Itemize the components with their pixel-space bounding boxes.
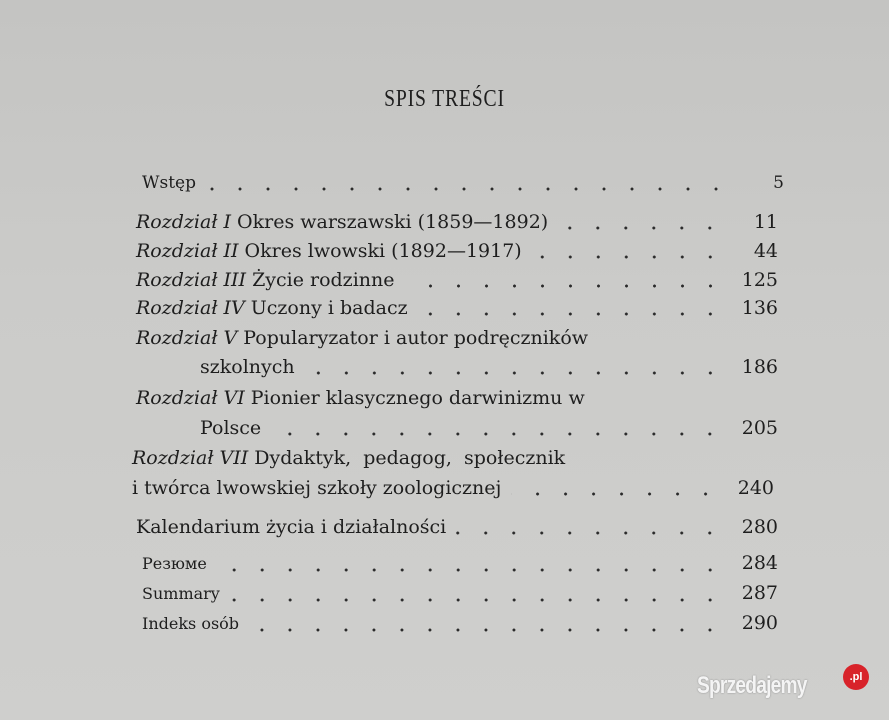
page-number: 287 <box>741 582 778 604</box>
toc-entry <box>136 383 778 413</box>
entry-title: Okres warszawski (1859—1892) <box>237 211 549 233</box>
page-number: 11 <box>753 211 778 233</box>
dot-leader <box>456 531 724 535</box>
page-number: 186 <box>741 356 778 378</box>
dot-leader <box>418 312 724 316</box>
dot-leader <box>230 598 724 602</box>
page-number: 5 <box>773 173 784 193</box>
entry-title-continuation: Polsce <box>200 417 262 439</box>
entry-label: Indeks osób <box>142 614 240 633</box>
toc-entry-continuation <box>200 413 778 443</box>
entry-label: Summary <box>142 584 220 603</box>
dot-leader <box>532 255 724 259</box>
dot-leader <box>511 492 720 496</box>
bleed-through-text <box>60 40 64 56</box>
chapter-prefix: Rozdział IV <box>136 297 245 319</box>
toc-entry <box>142 548 778 579</box>
chapter-prefix: Rozdział VI <box>136 387 245 409</box>
entry-label: Kalendarium życia i działalności <box>136 516 447 538</box>
chapter-prefix: Rozdział III <box>136 269 247 291</box>
dot-leader <box>249 628 724 632</box>
dot-leader <box>305 371 724 375</box>
toc-entry <box>142 168 784 198</box>
toc-entry <box>136 323 778 353</box>
entry-title-continuation: szkolnych <box>200 356 295 378</box>
entry-title: Popularyzator i autor podręczników <box>243 327 589 349</box>
entry-title: Okres lwowski (1892—1917) <box>244 240 522 262</box>
dot-leader <box>558 226 724 230</box>
entry-title-continuation: i twórca lwowskiej szkoły zoologicznej <box>132 477 502 499</box>
watermark-badge: .pl <box>843 664 869 690</box>
dot-leader <box>217 568 724 572</box>
chapter-prefix: Rozdział II <box>136 240 239 262</box>
toc-entry <box>136 207 778 237</box>
toc-entry <box>136 512 778 542</box>
chapter-prefix: Rozdział V <box>136 327 238 349</box>
page-number: 125 <box>741 269 778 291</box>
chapter-prefix: Rozdział VII <box>132 447 249 469</box>
page-number: 205 <box>741 417 778 439</box>
page-title: SPIS TREŚCI <box>384 86 505 112</box>
chapter-prefix: Rozdział I <box>136 211 232 233</box>
toc-entry-continuation <box>132 473 774 503</box>
toc-entry <box>132 443 774 473</box>
entry-title: Uczony i badacz <box>250 297 408 319</box>
watermark-logo: Sprzedajemy <box>697 672 807 699</box>
dot-leader <box>206 187 730 191</box>
entry-title: Dydaktyk, pedagog, społecznik <box>254 447 566 469</box>
page-number: 44 <box>753 240 778 262</box>
entry-label: Резюме <box>142 554 207 573</box>
toc-entry <box>142 608 778 639</box>
entry-label: Wstęp <box>142 173 196 193</box>
page-number: 284 <box>741 552 778 574</box>
toc-entry-continuation <box>200 352 778 382</box>
entry-title: Pionier klasycznego darwinizmu w <box>250 387 585 409</box>
dot-leader <box>271 432 724 436</box>
toc-entry <box>136 293 778 323</box>
page-number: 240 <box>737 477 774 499</box>
toc-entry <box>136 265 778 295</box>
page-number: 280 <box>741 516 778 538</box>
toc-entry <box>136 236 778 266</box>
toc-entry <box>142 578 778 609</box>
page-number: 290 <box>741 612 778 634</box>
dot-leader <box>405 284 725 288</box>
entry-title: Życie rodzinne <box>252 269 395 291</box>
page-number: 136 <box>741 297 778 319</box>
